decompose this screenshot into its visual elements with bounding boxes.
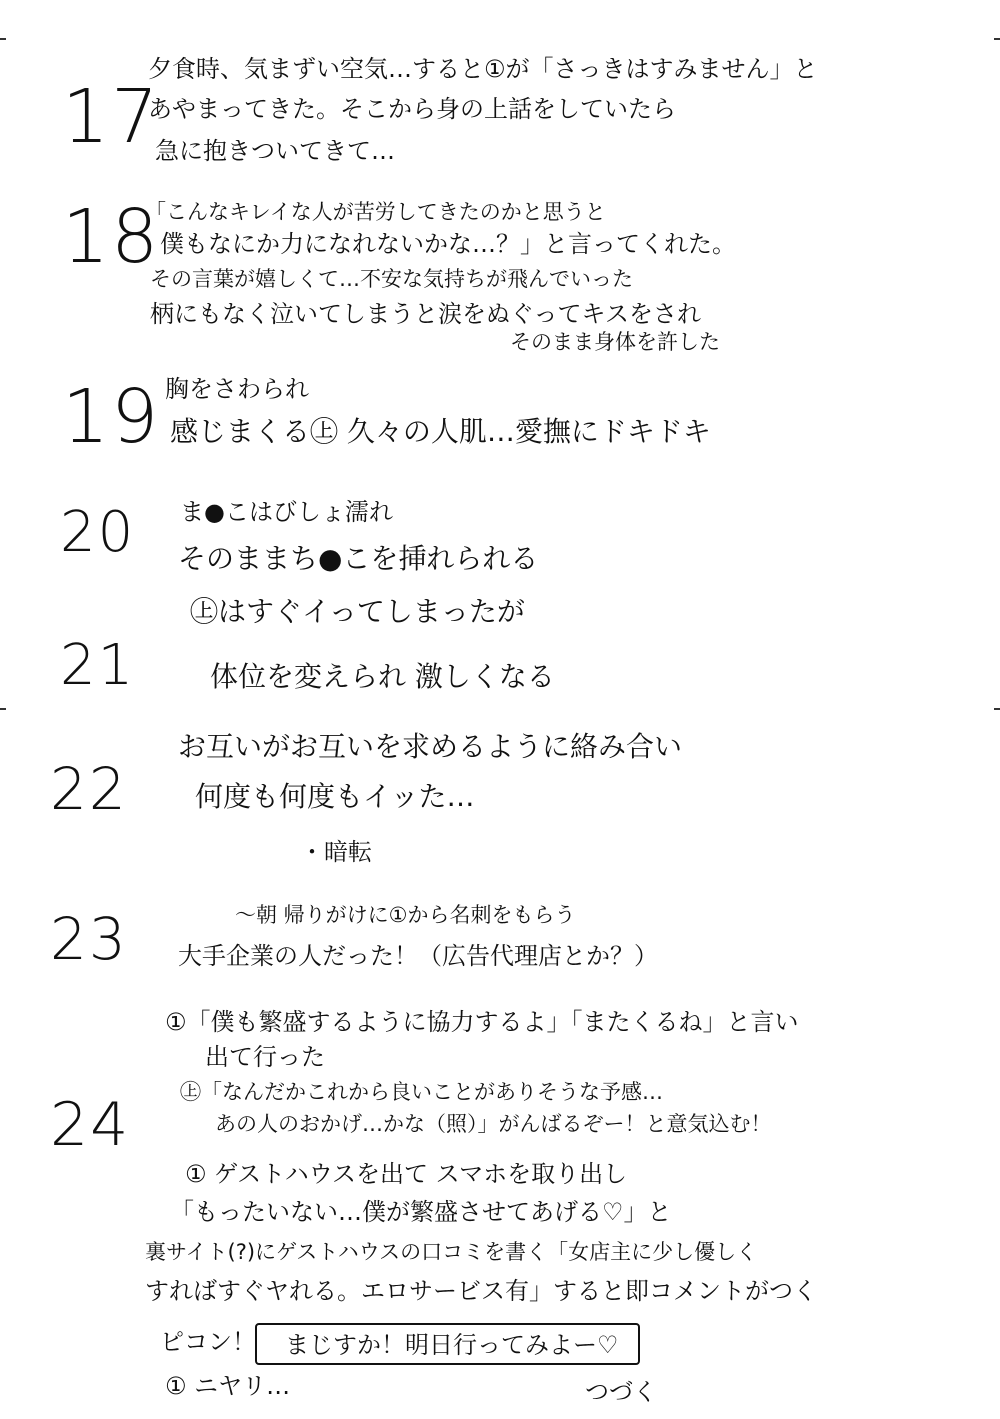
section-19-line: 胸をさわられ — [165, 375, 309, 403]
to-be-continued: つづく — [585, 1378, 657, 1406]
section-19-line: 感じまくる㊤ 久々の人肌…愛撫にドキドキ — [170, 415, 711, 448]
section-20-line: ま●こはびしょ濡れ — [180, 498, 393, 526]
trim-mark — [0, 708, 6, 710]
section-number-24: 24 — [50, 1090, 131, 1160]
section-number-18: 18 — [62, 194, 161, 280]
section-18-line: 僕もなにか力になれないかな…？」と言ってくれた。 — [160, 230, 736, 258]
section-24-line: 「もったいない…僕が繁盛させてあげる♡」と — [170, 1198, 672, 1226]
trim-mark — [994, 708, 1000, 710]
section-24-line: ① ニヤリ… — [165, 1372, 291, 1400]
section-number-21: 21 — [60, 633, 136, 698]
section-number-22: 22 — [50, 755, 128, 823]
section-23-line: 大手企業の人だった！（広告代理店とか？） — [178, 942, 658, 970]
section-24-line: すればすぐヤれる。エロサービス有」すると即コメントがつく — [145, 1277, 817, 1305]
speech-box — [255, 1323, 640, 1365]
section-18-line: 「こんなキレイな人が苦労してきたのかと思うと — [145, 200, 606, 224]
section-17-line: 急に抱きついてきて… — [155, 137, 395, 165]
section-24-line: ① ゲストハウスを出て スマホを取り出し — [185, 1160, 628, 1188]
section-17-line: 夕食時、気まずい空気…すると①が「さっきはすみません」と — [148, 55, 818, 83]
section-22-line: 何度も何度もイッた… — [195, 780, 475, 813]
section-24-line: ピコン！ — [160, 1328, 256, 1356]
section-number-17: 17 — [62, 74, 161, 160]
section-24-line: ①「僕も繁盛するように協力するよ」「またくるね」と言い — [165, 1008, 799, 1036]
trim-mark — [994, 38, 1000, 40]
section-22-line: ・暗転 — [300, 838, 372, 866]
section-18-line: そのまま身体を許した — [510, 330, 720, 354]
section-20-line: ㊤はすぐイってしまったが — [190, 595, 525, 628]
section-18-line: 柄にもなく泣いてしまうと涙をぬぐってキスをされ — [150, 300, 702, 328]
section-24-line: 裏サイト(?)にゲストハウスの口コミを書く「女店主に少し優しく — [145, 1240, 758, 1264]
section-23-line: 〜朝 帰りがけに①から名刺をもらう — [235, 903, 576, 927]
section-20-line: そのままち●こを挿れられる — [178, 542, 539, 575]
trim-mark — [0, 38, 6, 40]
speech-box-text: まじすか！明日行ってみよー♡ — [285, 1331, 619, 1359]
section-24-line: あの人のおかげ…かな（照）」がんばるぞー！と意気込む！ — [215, 1112, 772, 1136]
section-17-line: あやまってきた。そこから身の上話をしていたら — [148, 95, 676, 123]
section-number-20: 20 — [60, 500, 136, 565]
section-24-line: ㊤「なんだかこれから良いことがありそうな予感… — [180, 1080, 663, 1104]
section-number-19: 19 — [62, 374, 161, 460]
section-21-line: 体位を変えられ 激しくなる — [210, 660, 555, 693]
section-22-line: お互いがお互いを求めるように絡み合い — [178, 730, 683, 763]
section-18-line: その言葉が嬉しくて…不安な気持ちが飛んでいった — [150, 267, 633, 291]
section-number-23: 23 — [50, 905, 128, 973]
section-24-line: 出て行った — [205, 1043, 325, 1071]
